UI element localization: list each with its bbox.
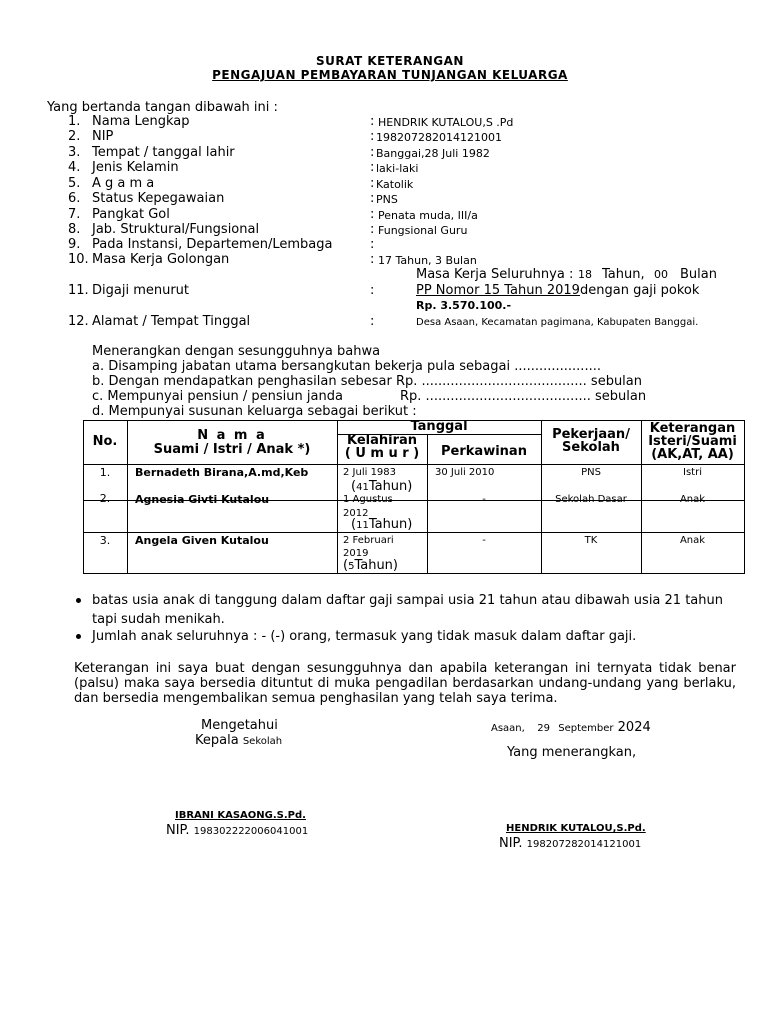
table-row-no: 2. (99, 492, 111, 505)
table-row-lahir: 2 Februari (343, 535, 394, 546)
header-tanggal: Tanggal (410, 419, 468, 434)
intro-text: Yang bertanda tangan dibawah ini : (47, 100, 278, 115)
gaji-amount: Rp. 3.570.100.- (416, 299, 512, 312)
sign-left-nip-value: 198302222006041001 (193, 826, 309, 837)
field-number: 7. (68, 207, 81, 222)
statement-item-c: c. Mempunyai pensiun / pensiun janda (92, 389, 343, 404)
field-label: NIP (92, 129, 114, 144)
bullet-icon (76, 634, 81, 639)
sign-day: 29 (537, 723, 550, 734)
table-row-lahir-year: 2019 (343, 548, 369, 559)
field-number: 2. (68, 129, 81, 144)
header-nama-sub: Suami / Istri / Anak *) (153, 442, 311, 457)
masa-kerja-years: 18 (578, 268, 592, 281)
field-number: 6. (68, 191, 81, 206)
sign-left-name: IBRANI KASAONG.S.Pd. (175, 810, 306, 821)
sign-left-role (195, 733, 282, 748)
sign-right-nip (499, 836, 641, 851)
table-row-kawin: - (482, 535, 486, 546)
table-row-kawin: 30 Juli 2010 (435, 467, 495, 478)
sign-right-nip-label: NIP. (499, 836, 523, 851)
table-row-nama: Angela Given Kutalou (135, 534, 269, 547)
header-sekolah: Sekolah (562, 440, 620, 455)
header-kelahiran: Kelahiran (346, 433, 418, 448)
table-border (83, 532, 745, 533)
field-number: 4. (68, 160, 81, 175)
document-title: SURAT KETERANGAN (316, 54, 464, 68)
sign-left-caption: Mengetahui (201, 718, 278, 733)
table-row-umur-value: 11 (356, 520, 369, 531)
table-row-nama: Bernadeth Birana,A.md,Keb (135, 466, 309, 479)
field-number: 10. (68, 252, 89, 267)
document-subtitle: PENGAJUAN PEMBAYARAN TUNJANGAN KELUARGA (212, 68, 568, 82)
field-value: PNS (376, 193, 398, 206)
masa-kerja-label: Masa Kerja Seluruhnya : (416, 267, 574, 282)
field-value: Fungsional Guru (378, 224, 468, 237)
field-colon: : (370, 176, 375, 191)
statement-item-b: b. Dengan mendapatkan penghasilan sebesar Rp. ........................................ sebulan (92, 374, 642, 389)
table-row-pekerjaan: TK (584, 535, 598, 546)
field-colon: : (370, 252, 375, 267)
sign-year: 2024 (617, 720, 651, 735)
header-perkawinan: Perkawinan (441, 444, 527, 459)
table-row-umur-unit: Tahun) (368, 479, 413, 494)
table-border (83, 464, 745, 465)
sign-left-role-unit: Sekolah (242, 736, 283, 747)
field-value: HENDRIK KUTALOU,S .Pd (378, 116, 514, 129)
statement-item-a: a. Disamping jabatan utama bersangkutan bekerja pula sebagai ..................... (92, 359, 601, 374)
masa-kerja-months-unit: Bulan (680, 267, 717, 282)
bullet-icon (76, 598, 81, 603)
table-row-keterangan: Anak (679, 535, 706, 546)
header-kode: (AK,AT, AA) (651, 447, 734, 462)
header-nama: N a m a (197, 428, 267, 443)
field-number: 5. (68, 176, 81, 191)
sign-left-nip (166, 823, 308, 838)
table-row-no: 3. (99, 534, 111, 547)
field-colon: : (370, 129, 375, 144)
table-border (83, 573, 745, 574)
field-value: Banggai,28 Juli 1982 (376, 147, 490, 160)
header-pekerjaan: Pekerjaan/ (552, 427, 630, 442)
table-row-umur: (5Tahun) (343, 558, 398, 573)
sign-right-nip-value: 198207282014121001 (526, 839, 642, 850)
field-label: Digaji menurut (92, 283, 190, 298)
table-row-umur-unit: Tahun) (354, 558, 398, 573)
table-row-keterangan: Istri (683, 467, 702, 478)
field-value: 198207282014121001 (376, 131, 502, 144)
table-row-umur-value: 41 (356, 482, 369, 493)
statement-lead: Menerangkan dengan sesungguhnya bahwa (92, 344, 381, 359)
header-isteri-suami: Isteri/Suami (648, 434, 737, 449)
field-label: Alamat / Tempat Tinggal (92, 314, 251, 329)
field-value: Desa Asaan, Kecamatan pagimana, Kabupaten Banggai. (416, 317, 699, 328)
field-value: laki-laki (376, 162, 419, 175)
table-row-lahir-year: 2012 (343, 508, 369, 519)
field-label: Nama Lengkap (92, 114, 190, 129)
note-age-limit-cont: tapi sudah menikah. (92, 612, 225, 627)
family-table (83, 420, 745, 574)
note-age-limit: batas usia anak di tanggung dalam daftar gaji sampai usia 21 tahun atau dibawah usia 21 tahun (92, 593, 723, 608)
header-keterangan: Keterangan (649, 421, 736, 436)
field-colon: : (370, 237, 375, 252)
sign-right-name: HENDRIK KUTALOU,S.Pd. (506, 823, 646, 834)
table-row-no: 1. (99, 466, 111, 479)
table-row-umur: (11Tahun) (351, 517, 413, 532)
field-label: Status Kepegawaian (92, 191, 225, 206)
field-colon: : (370, 191, 375, 206)
table-row-kawin: - (482, 494, 486, 505)
header-umur: ( U m u r ) (344, 446, 420, 461)
field-colon: : (370, 283, 375, 298)
header-no: No. (92, 434, 118, 449)
sign-date (491, 720, 651, 735)
note-child-count: Jumlah anak seluruhnya : - (-) orang, termasuk yang tidak masuk dalam daftar gaji. (92, 629, 637, 644)
field-number: 8. (68, 222, 81, 237)
field-label: Jenis Kelamin (92, 160, 179, 175)
table-row-lahir: 1 Agustus (343, 494, 393, 505)
sign-month: September (558, 723, 614, 734)
field-label: Pangkat Gol (92, 207, 170, 222)
field-number: 3. (68, 145, 81, 160)
sign-right-caption: Yang menerangkan, (507, 745, 637, 760)
table-row-umur-unit: Tahun) (368, 517, 413, 532)
table-row-umur-value: 5 (348, 561, 355, 572)
field-number: 11. (68, 283, 89, 298)
masa-kerja-years-unit: Tahun, (602, 267, 645, 282)
field-number: 12. (68, 314, 89, 329)
table-row-keterangan: Anak (679, 494, 706, 505)
field-label: Jab. Struktural/Fungsional (92, 222, 260, 237)
table-border (744, 420, 745, 574)
sign-left-nip-label: NIP. (166, 823, 190, 838)
field-colon: : (370, 314, 375, 329)
field-colon: : (370, 160, 375, 175)
field-label: Pada Instansi, Departemen/Lembaga (92, 237, 333, 252)
sign-left-role-title: Kepala (195, 733, 239, 748)
statement-item-d: d. Mempunyai susunan keluarga sebagai berikut : (92, 404, 417, 419)
table-row-pekerjaan: PNS (581, 467, 601, 478)
field-value: Katolik (376, 178, 414, 191)
field-value: 17 Tahun, 3 Bulan (378, 254, 477, 267)
statement-item-c-amount: Rp. ........................................ sebulan (400, 389, 647, 404)
table-row-lahir: 2 Juli 1983 (343, 467, 397, 478)
sign-place: Asaan, (491, 723, 525, 734)
table-row-nama: Agnesia Givti Kutalou (135, 493, 270, 506)
field-colon: : (370, 222, 375, 237)
field-label: Tempat / tanggal lahir (92, 145, 235, 160)
table-row-pekerjaan: Sekolah Dasar (555, 494, 627, 505)
field-colon: : (370, 207, 375, 222)
gaji-pp-reference: PP Nomor 15 Tahun 2019 (416, 283, 580, 298)
field-label: Masa Kerja Golongan (92, 252, 230, 267)
field-number: 9. (68, 237, 81, 252)
field-value: Penata muda, III/a (378, 209, 478, 222)
masa-kerja-months: 00 (654, 268, 668, 281)
table-row-umur: (41Tahun) (351, 479, 413, 494)
closing-paragraph: Keterangan ini saya buat dengan sesungguhnya dan apabila keterangan ini ternyata tidak benar (palsu) maka saya bersedia dituntut di muka pengadilan berdasarkan undang-undang yang berlaku, dan bersedia mengembalikan semua penghasilan yang telah saya terima. (74, 661, 736, 706)
field-label: A g a m a (92, 176, 155, 191)
field-colon: : (370, 114, 375, 129)
field-number: 1. (68, 114, 81, 129)
gaji-suffix: dengan gaji pokok (580, 283, 700, 298)
field-colon: : (370, 145, 375, 160)
